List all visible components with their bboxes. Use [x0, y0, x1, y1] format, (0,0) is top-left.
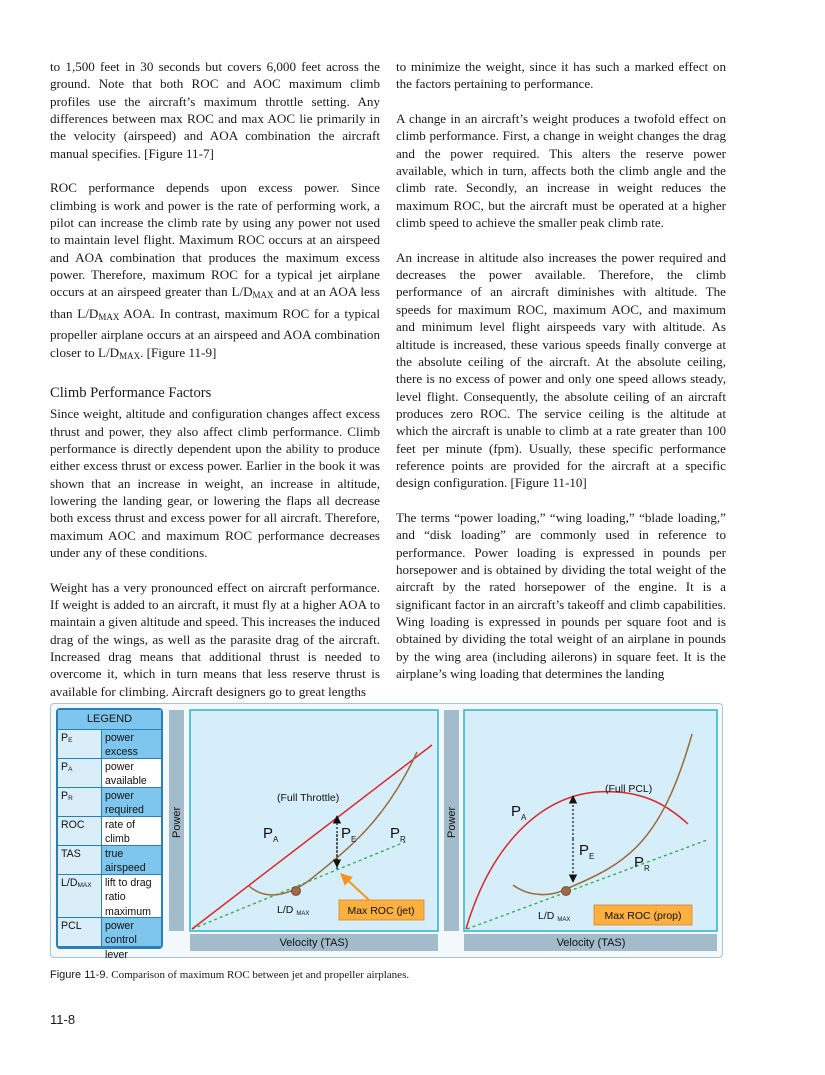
legend-symbol: PCL	[58, 918, 102, 947]
jet-pr-label: $P_R$	[390, 825, 406, 844]
right-text-column	[396, 58, 726, 700]
legend-description: power control lever	[102, 918, 161, 947]
legend-symbol: L/DMAX	[58, 875, 102, 918]
legend-symbol: ROC	[58, 817, 102, 846]
legend-symbol: PR	[58, 788, 102, 817]
legend-box	[56, 708, 163, 961]
right-paragraph-1: to minimize the weight, since it has such a marked effect on the factors pertaining to performance.	[396, 59, 726, 92]
caption-label: Figure 11-9.	[50, 969, 109, 981]
figure-caption	[50, 969, 409, 981]
left-paragraph-2: ROC performance depends upon excess power. Since climbing is work and power is the rate of performing work, a pilot can increase the climb rate by using any power not used to maintain level flight. Maximum ROC occurs at an airspeed and AOA combination that produces the maximum excess power. Therefore, maximum ROC for a typical jet airplane occurs at an airspeed greater than $L/D_{MAX}$ and at an AOA less than $L/D_{MAX}$ AOA. In contrast, maximum ROC for a typical propeller airplane occurs at an airspeed and AOA combination closer to $L/D_{MAX}$. [Figure 11-9]	[50, 180, 380, 361]
legend-description: rate of climb	[102, 817, 161, 846]
caption-text: Comparison of maximum ROC between jet and propeller airplanes.	[108, 969, 410, 981]
prop-y-axis-label: Power	[446, 806, 458, 838]
jet-callout-label: Max ROC (jet)	[347, 905, 415, 917]
section-heading: Climb Performance Factors	[50, 384, 212, 401]
left-paragraph-4: Weight has a very pronounced effect on aircraft performance. If weight is added to an aircraft, it must fly at a higher AOA to maintain a given altitude and speed. This increases the induced drag of the wings, as well as the parasite drag of the aircraft. Increased drag means that additional thrust is needed to overcome it, which in turn means that less reserve thrust is available for climbing. Aircraft designers go to great lengths	[50, 579, 380, 699]
jet-setting-label: (Full Throttle)	[277, 792, 340, 804]
prop-plot-area	[464, 710, 717, 931]
jet-ld-label: L/D MAX	[277, 904, 310, 917]
legend-symbol: TAS	[58, 846, 102, 875]
legend-symbol: PA	[58, 759, 102, 788]
right-paragraph-3: An increase in altitude also increases the power required and decreases the power available. Therefore, the climb performance of an aircraft diminishes with altitude. The speeds for maximum ROC, maximum AOC, and maximum and minimum level flight airspeeds vary with altitude. As altitude is increased, these various speeds finally converge at the absolute ceiling of the aircraft. At the absolute ceiling, there is no excess of power and only one speed allows steady, level flight. Consequently, the absolute ceiling of an aircraft produces zero ROC. The service ceiling is the altitude at which the aircraft is unable to climb at a rate greater than 100 feet per minute (fpm). Usually, these specific performance reference points are provided for the aircraft at a specific design configuration. [Figure 11-10]	[396, 249, 726, 491]
prop-setting-label: (Full PCL)	[605, 783, 653, 795]
jet-pa-label: $P_A$	[263, 825, 279, 844]
prop-pa-label: $P_A$	[511, 803, 527, 822]
prop-callout-label: Max ROC (prop)	[604, 910, 682, 922]
right-paragraph-4: The terms “power loading,” “wing loading,” “blade loading,” and “disk loading” are commonly used in reference to performance. Power loading is expressed in pounds per horsepower and is obtained by dividing the total weight of the aircraft by the rated horsepower of the engine. It is a significant factor in an aircraft’s takeoff and climb capabilities. Wing loading is expressed in pounds per square foot and is obtained by dividing the total weight of an airplane in pounds by the wing area (including ailerons) in square feet. It is the airplane’s wing loading that determines the landing	[396, 509, 726, 682]
legend-title: LEGEND	[58, 710, 161, 730]
left-text-column	[50, 58, 380, 717]
legend-table	[58, 730, 161, 961]
legend-description: true airspeed	[102, 846, 161, 875]
jet-y-axis-label: Power	[171, 806, 183, 838]
jet-plot-area	[190, 710, 438, 931]
jet-pe-label: $P_E$	[341, 825, 357, 844]
right-paragraph-2: A change in an aircraft’s weight produces a twofold effect on climb performance. First, a change in weight changes the drag and the power required. This alters the reserve power available, which in turn, affects both the climb angle and the climb rate. Secondly, an increase in weight reduces the maximum ROC, but the aircraft must be operated at a higher climb speed to achieve the smaller peak climb rate.	[396, 111, 726, 231]
legend-description: power required	[102, 788, 161, 817]
prop-pe-label: $P_E$	[579, 842, 595, 861]
left-paragraph-1: to 1,500 feet in 30 seconds but covers 6,000 feet across the ground. Note that both ROC and AOC maximum climb profiles use the aircraft’s maximum throttle setting. Any differences between max ROC and max AOC lie primarily in the velocity (airspeed) and AOA combination the aircraft manual specifies. [Figure 11-7]	[50, 59, 380, 161]
jet-x-axis-label: Velocity (TAS)	[279, 937, 349, 949]
left-paragraph-3: Since weight, altitude and configuration changes affect excess thrust and power, they also affect climb performance. Climb performance is directly dependent upon the ability to produce either excess thrust or excess power. Earlier in the book it was shown that an increase in weight, an increase in altitude, lowering the landing gear, or lowering the flaps all decrease both excess thrust and excess power for all aircraft. Therefore, maximum AOC and maximum ROC performance decreases under any of these conditions.	[50, 406, 380, 560]
prop-ld-label: L/D MAX	[538, 910, 571, 923]
legend-symbol: PE	[58, 730, 102, 759]
prop-max-roc-point	[562, 887, 571, 896]
prop-x-axis-label: Velocity (TAS)	[556, 937, 626, 949]
page-number: 11-8	[50, 1012, 76, 1027]
prop-pr-label: $P_R$	[634, 854, 650, 873]
legend-description: power excess	[102, 730, 161, 759]
legend-description: lift to drag ratio maximum	[102, 875, 161, 918]
jet-max-roc-point	[292, 887, 301, 896]
legend-description: power available	[102, 759, 161, 788]
